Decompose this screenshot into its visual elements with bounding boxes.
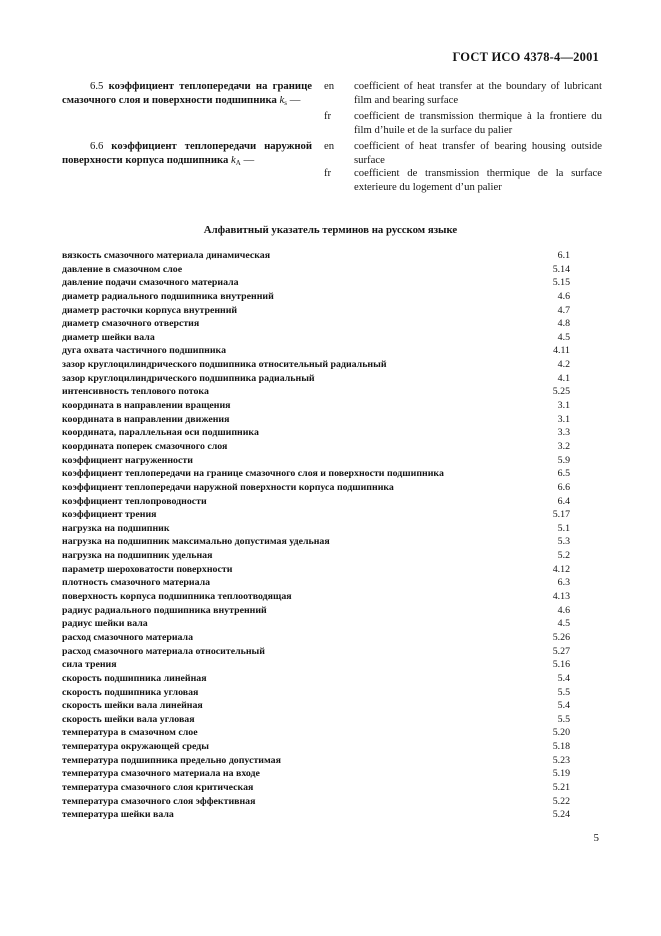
index-ref: 6.1: [557, 250, 570, 261]
index-term: зазор круглоцилиндрического подшипника радиальный: [62, 372, 315, 384]
index-term: расход смазочного материала относительный: [62, 645, 265, 657]
index-entry: [62, 481, 570, 495]
term-ru: [62, 140, 312, 170]
page-number: 5: [593, 832, 599, 844]
index-term: диаметр смазочного отверстия: [62, 318, 200, 330]
index-term: вязкость смазочного материала динамическая: [62, 250, 271, 261]
term-ru: [62, 80, 312, 110]
index-term: дуга охвата частичного подшипника: [62, 345, 227, 357]
index-entry: [62, 249, 570, 263]
term-number: 6.6: [90, 140, 104, 152]
index-entry: [62, 576, 570, 590]
index-term: температура смазочного слоя критическая: [62, 781, 254, 793]
index-entry: [62, 426, 570, 440]
index-entry: [62, 290, 570, 304]
index-term: радиус шейки вала: [62, 618, 148, 630]
index-ref: 6.5: [557, 468, 570, 480]
index-term: коэффициент теплопередачи на границе смазочного слоя и поверхности подшипника: [62, 468, 444, 480]
index-term: координата поперек смазочного слоя: [62, 440, 228, 452]
lang-code: en: [324, 140, 335, 152]
index-entry: [62, 617, 570, 631]
index-term: температура окружающей среды: [62, 741, 209, 753]
index-term: поверхность корпуса подшипника теплоотводящая: [62, 591, 292, 603]
index-entry: [62, 399, 570, 413]
index-ref: 5.5: [557, 713, 570, 725]
index-entry: [62, 263, 570, 277]
index-ref: 4.6: [557, 604, 570, 616]
index-ref: 5.14: [552, 263, 570, 275]
index-term: давление в смазочном слое: [62, 263, 183, 275]
index-ref: 3.3: [557, 427, 570, 439]
index-entry: [62, 467, 570, 481]
term-symbol: $k_A$: [231, 153, 241, 167]
index-ref: 5.4: [557, 672, 570, 684]
index-term: скорость шейки вала угловая: [62, 713, 195, 725]
index-entry: [62, 754, 570, 768]
index-term: температура смазочного слоя эффективная: [62, 795, 256, 807]
index-entry: [62, 631, 570, 645]
index-entry: [62, 331, 570, 345]
index-ref: 4.8: [557, 318, 570, 330]
index-entry: [62, 808, 570, 822]
index-term: нагрузка на подшипник максимально допустимая удельная: [62, 536, 330, 548]
translation-text: coefficient of heat transfer of bearing housing outside surface: [354, 140, 602, 166]
index-ref: 5.9: [557, 454, 570, 466]
index-term: температура в смазочном слое: [62, 727, 198, 739]
index-entry: [62, 508, 570, 522]
index-ref: 5.24: [552, 809, 570, 821]
translation-text: coefficient de transmission thermique de la surface exterieure du logement d’un palier: [354, 167, 602, 193]
index-entry: [62, 413, 570, 427]
index-entry: [62, 385, 570, 399]
index-entry: [62, 317, 570, 331]
index-term: скорость подшипника линейная: [62, 672, 207, 684]
index-term: зазор круглоцилиндрического подшипника относительный радиальный: [62, 359, 387, 371]
index-entry: [62, 590, 570, 604]
index-ref: 4.2: [557, 359, 570, 371]
index-ref: 5.27: [552, 645, 570, 657]
index-ref: 5.15: [552, 277, 570, 289]
index-ref: 5.2: [557, 550, 570, 562]
index-entry: [62, 699, 570, 713]
index-entry: [62, 495, 570, 509]
index-term: координата, параллельная оси подшипника: [62, 427, 259, 439]
index-term: скорость шейки вала линейная: [62, 700, 203, 712]
index-ref: 5.4: [557, 700, 570, 712]
standard-code: ГОСТ ИСО 4378-4—2001: [452, 50, 599, 64]
index-entry: [62, 549, 570, 563]
index-ref: 4.1: [557, 372, 570, 384]
index-entry: [62, 713, 570, 727]
index-ref: 5.25: [552, 386, 570, 398]
index-term: координата в направлении движения: [62, 413, 230, 425]
index-term: сила трения: [62, 659, 117, 671]
lang-code: fr: [324, 110, 332, 122]
index-entry: [62, 781, 570, 795]
index-entry: [62, 726, 570, 740]
index-term: интенсивность теплового потока: [62, 386, 209, 398]
index-ref: 5.5: [557, 686, 570, 698]
term-name: коэффициент теплопередачи на границе смазочного слоя и поверхности подшипника: [62, 80, 312, 106]
index-ref: 4.12: [552, 563, 570, 575]
index-entry: [62, 604, 570, 618]
index-ref: 6.6: [557, 481, 570, 493]
index-ref: 3.2: [557, 440, 570, 452]
index-entry: [62, 454, 570, 468]
index-entry: [62, 440, 570, 454]
index-ref: 5.21: [552, 781, 570, 793]
index-ref: 5.23: [552, 754, 570, 766]
index-entry: [62, 767, 570, 781]
index-term: радиус радиального подшипника внутренний: [62, 604, 267, 616]
translation-text: coefficient of heat transfer at the boundary of lubricant film and bearing surface: [354, 80, 602, 106]
index-entry: [62, 563, 570, 577]
index-entry: [62, 344, 570, 358]
index-ref: 4.5: [557, 618, 570, 630]
index-list: [62, 249, 570, 822]
index-entry: [62, 372, 570, 386]
index-term: плотность смазочного материала: [62, 577, 211, 589]
index-entry: [62, 535, 570, 549]
index-ref: 5.22: [552, 795, 570, 807]
index-ref: 5.1: [557, 522, 570, 534]
term-dash: —: [243, 153, 255, 166]
index-ref: 5.17: [552, 509, 570, 521]
term-number: 6.5: [90, 80, 104, 92]
index-ref: 5.18: [552, 741, 570, 753]
index-term: диаметр шейки вала: [62, 331, 155, 343]
index-entry: [62, 686, 570, 700]
index-term: коэффициент теплопроводности: [62, 495, 207, 507]
index-entry: [62, 672, 570, 686]
index-ref: 4.7: [557, 304, 570, 316]
index-ref: 3.1: [557, 400, 570, 412]
index-ref: 3.1: [557, 413, 570, 425]
term-dash: —: [289, 93, 301, 106]
index-entry: [62, 740, 570, 754]
index-ref: 4.6: [557, 290, 570, 302]
index-term: температура шейки вала: [62, 809, 174, 821]
index-ref: 4.11: [553, 345, 570, 357]
index-term: скорость подшипника угловая: [62, 686, 199, 698]
index-entry: [62, 358, 570, 372]
index-term: температура подшипника предельно допустимая: [62, 754, 281, 766]
index-ref: 6.3: [557, 577, 570, 589]
index-term: нагрузка на подшипник: [62, 522, 170, 534]
index-entry: [62, 645, 570, 659]
index-term: коэффициент нагруженности: [62, 454, 193, 466]
index-entry: [62, 304, 570, 318]
index-term: диаметр расточки корпуса внутренний: [62, 304, 238, 316]
index-title: Алфавитный указатель терминов на русском языке: [203, 224, 458, 236]
index-term: давление подачи смазочного материала: [62, 277, 239, 289]
index-term: координата в направлении вращения: [62, 400, 231, 412]
index-ref: 5.16: [552, 659, 570, 671]
index-ref: 5.19: [552, 768, 570, 780]
index-term: параметр шероховатости поверхности: [62, 563, 233, 575]
index-ref: 4.5: [557, 331, 570, 343]
index-term: диаметр радиального подшипника внутренний: [62, 290, 274, 302]
index-entry: [62, 795, 570, 809]
index-entry: [62, 276, 570, 290]
index-ref: 4.13: [552, 591, 570, 603]
translation-text: coefficient de transmission thermique à la frontiere du film d’huile et de la surface du palier: [354, 110, 602, 136]
index-entry: [62, 522, 570, 536]
index-ref: 6.4: [557, 495, 570, 507]
term-name: коэффициент теплопередачи наружной поверхности корпуса подшипника: [62, 140, 312, 166]
index-entry: [62, 658, 570, 672]
index-term: температура смазочного материала на входе: [62, 768, 260, 780]
index-term: нагрузка на подшипник удельная: [62, 550, 213, 562]
index-ref: 5.20: [552, 727, 570, 739]
lang-code: fr: [324, 167, 332, 179]
index-term: коэффициент теплопередачи наружной поверхности корпуса подшипника: [62, 481, 394, 493]
term-symbol: $k_s$: [279, 93, 288, 107]
index-term: расход смазочного материала: [62, 631, 194, 643]
lang-code: en: [324, 80, 335, 92]
index-ref: 5.3: [557, 536, 570, 548]
index-ref: 5.26: [552, 631, 570, 643]
index-term: коэффициент трения: [62, 509, 157, 521]
